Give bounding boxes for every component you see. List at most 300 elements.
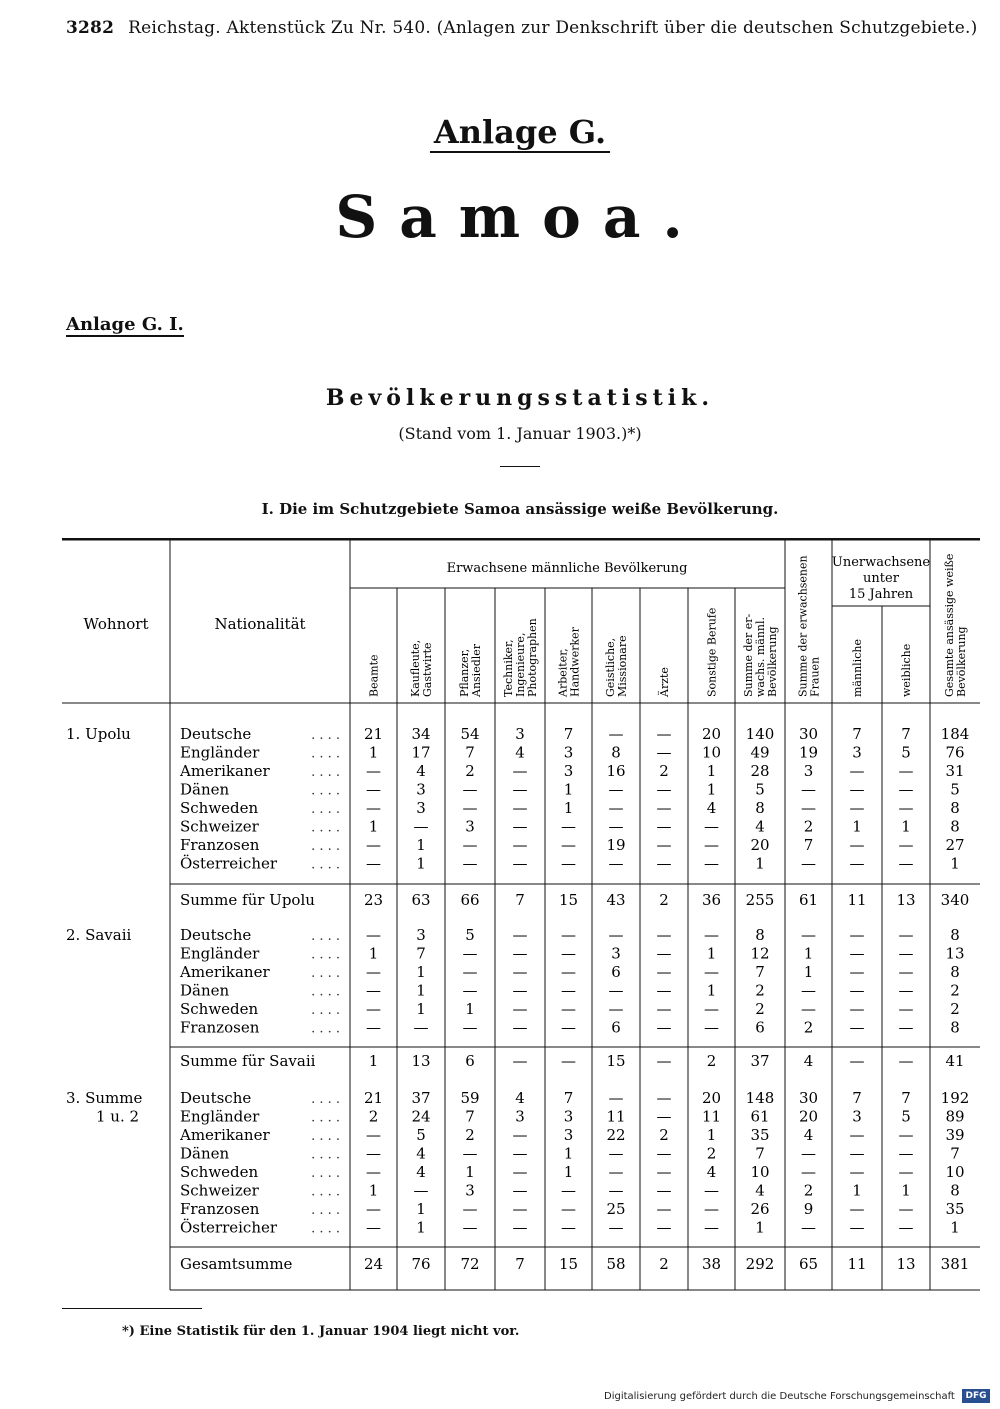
table-cell: — [898, 799, 914, 817]
table-cell: — [512, 780, 528, 799]
table-cell: — [608, 854, 624, 873]
table-cell: — [656, 817, 672, 836]
table-cell: 4 [416, 1144, 426, 1163]
table-cell: 1 [755, 1218, 765, 1237]
table-cell: 4 [706, 1163, 717, 1181]
table-cell: — [656, 944, 672, 963]
sum-cell: 2 [659, 1255, 669, 1273]
table-cell: 6 [611, 1018, 621, 1037]
table-cell: 1 [563, 799, 574, 817]
column-header: wachs. männl. [754, 616, 767, 697]
leader-dots: . . . . [311, 728, 340, 743]
sum-cell: 72 [460, 1255, 480, 1273]
table-cell: — [561, 1000, 576, 1018]
sum-cell: 2 [659, 891, 669, 909]
sum-cell: 13 [411, 1052, 431, 1070]
table-cell: 3 [416, 926, 426, 944]
place-label: 1 u. 2 [96, 1107, 140, 1126]
table-cell: — [849, 1200, 865, 1218]
table-cell: 1 [368, 1181, 379, 1200]
table-cell: — [366, 1000, 381, 1018]
table-cell: 1 [901, 817, 911, 836]
column-header: Beamte [367, 654, 381, 697]
leader-dots: . . . . [311, 1221, 340, 1237]
column-header: Ingenieure, [514, 632, 527, 697]
table-cell: 1 [563, 1163, 574, 1181]
column-header: Photographen [526, 618, 539, 697]
table-cell: — [704, 1218, 719, 1237]
sum-cell: 13 [896, 891, 916, 909]
table-cell: — [849, 1126, 865, 1144]
table-cell: 7 [465, 743, 475, 762]
table-cell: — [656, 743, 672, 762]
table-cell: 5 [465, 926, 475, 944]
table-cell: 1 [706, 762, 717, 780]
table-cell: 2 [659, 1126, 669, 1144]
leader-dots: . . . . [311, 1110, 340, 1126]
sum-cell: 61 [798, 891, 819, 909]
sum-cell: 15 [558, 891, 579, 909]
nationality-label: Österreicher [180, 854, 278, 873]
table-cell: 2 [755, 981, 765, 1000]
table-cell: 3 [416, 780, 426, 799]
table-cell: 7 [563, 725, 574, 743]
column-header: Ansiedler [470, 643, 483, 697]
leader-dots: . . . . [311, 1003, 340, 1018]
table-cell: — [413, 817, 429, 836]
table-cell: 1 [563, 780, 574, 799]
leader-dots: . . . . [311, 765, 340, 780]
table-cell: 1 [950, 1218, 960, 1237]
table-cell: — [849, 836, 865, 854]
table-cell: — [704, 1018, 719, 1037]
table-cell: — [512, 799, 528, 817]
column-header: Bevölkerung [766, 626, 779, 697]
table-cell: — [462, 1218, 478, 1237]
place-label: 1. Upolu [66, 725, 131, 743]
table-cell: 3 [515, 725, 525, 743]
table-cell: 26 [750, 1200, 770, 1218]
table-cell: 8 [950, 817, 960, 836]
table-cell: — [704, 926, 719, 944]
column-header: weibliche [900, 643, 913, 697]
table-cell: — [656, 926, 672, 944]
table-cell: 25 [606, 1200, 626, 1218]
header-group-minors: Unerwachsene [831, 555, 931, 570]
sum-cell: 24 [363, 1255, 384, 1273]
table-cell: — [849, 1000, 865, 1018]
table-cell: — [608, 1144, 624, 1163]
table-cell: 2 [950, 981, 960, 1000]
table-cell: 1 [706, 944, 717, 963]
table-cell: — [704, 854, 719, 873]
table-cell: 1 [803, 944, 814, 963]
table-cell: 5 [901, 743, 911, 762]
sum-cell: 76 [411, 1255, 431, 1273]
table-cell: — [608, 817, 624, 836]
statistics-subtitle: (Stand vom 1. Januar 1903.)*) [398, 424, 642, 443]
sum-cell: — [898, 1052, 914, 1070]
table-cell: — [849, 963, 865, 981]
table-cell: 13 [945, 944, 965, 963]
table-cell: — [849, 1163, 865, 1181]
nationality-label: Österreicher [180, 1218, 278, 1237]
table-cell: — [704, 1000, 719, 1018]
leader-dots: . . . . [311, 857, 340, 873]
table-cell: 1 [416, 981, 426, 1000]
table-cell: 184 [940, 725, 970, 743]
table-cell: 1 [368, 743, 379, 762]
leader-dots: . . . . [311, 1092, 340, 1107]
table-cell: — [512, 1144, 528, 1163]
header-group-minors: unter [863, 571, 899, 586]
nationality-label: Amerikaner [180, 963, 270, 981]
leader-dots: . . . . [311, 746, 340, 762]
table-cell: 28 [750, 762, 770, 780]
nationality-label: Schweizer [180, 817, 259, 836]
sum-cell: 2 [706, 1052, 717, 1070]
table-cell: 1 [416, 1000, 426, 1018]
table-cell: — [366, 799, 381, 817]
table-cell: — [898, 1126, 914, 1144]
table-cell: 3 [803, 762, 814, 780]
table-cell: 21 [363, 1089, 384, 1107]
table-cell: — [608, 981, 624, 1000]
table-cell: — [366, 926, 381, 944]
table-cell: — [366, 1018, 381, 1037]
table-cell: 1 [368, 817, 379, 836]
table-cell: 3 [465, 817, 475, 836]
table-cell: 1 [706, 780, 717, 799]
table-cell: — [898, 1000, 914, 1018]
table-cell: 6 [611, 963, 621, 981]
table-cell: 59 [460, 1089, 480, 1107]
table-cell: 7 [563, 1089, 574, 1107]
table-cell: — [656, 1089, 672, 1107]
table-cell: 4 [416, 1163, 426, 1181]
table-cell: 7 [852, 1089, 862, 1107]
table-cell: — [898, 762, 914, 780]
table-cell: 8 [950, 1181, 960, 1200]
table-cell: — [849, 1144, 865, 1163]
leader-dots: . . . . [311, 1129, 340, 1144]
leader-dots: . . . . [311, 947, 340, 963]
table-cell: — [656, 1200, 672, 1218]
table-cell: 5 [755, 780, 765, 799]
table-cell: 7 [755, 963, 765, 981]
table-cell: 1 [416, 963, 426, 981]
table-cell: 2 [950, 1000, 960, 1018]
table-cell: 7 [465, 1107, 475, 1126]
sum-cell: 292 [745, 1255, 775, 1273]
table-cell: 30 [798, 1089, 819, 1107]
table-cell: — [608, 725, 624, 743]
table-cell: 3 [852, 743, 862, 762]
sum-cell: 65 [798, 1255, 819, 1273]
table-cell: — [462, 1144, 478, 1163]
statistics-title: Bevölkerungsstatistik. [325, 385, 715, 411]
table-cell: — [898, 1218, 914, 1237]
sum-cell: 11 [847, 1255, 867, 1273]
nationality-label: Dänen [180, 981, 230, 1000]
table-cell: — [801, 780, 816, 799]
table-cell: — [366, 854, 381, 873]
table-cell: 1 [416, 854, 426, 873]
column-header: Arbeiter, [556, 648, 570, 697]
nationality-label: Schweden [180, 1163, 259, 1181]
table-cell: — [656, 1107, 672, 1126]
table-cell: — [898, 1144, 914, 1163]
nationality-label: Deutsche [180, 1089, 252, 1107]
table-cell: 1 [563, 1144, 574, 1163]
table-cell: 9 [803, 1200, 814, 1218]
table-cell: 54 [460, 725, 480, 743]
table-cell: 22 [606, 1126, 626, 1144]
nationality-label: Franzosen [180, 1018, 260, 1037]
table-cell: — [849, 926, 865, 944]
nationality-label: Schweden [180, 1000, 259, 1018]
sum-cell: 7 [515, 891, 525, 909]
table-cell: — [561, 817, 576, 836]
table-cell: 21 [363, 725, 384, 743]
table-cell: 12 [750, 944, 770, 963]
running-head-text: Reichstag. Aktenstück Zu Nr. 540. (Anlagen zur Denkschrift über die deutschen Schutzgebiete.) [128, 18, 978, 38]
table-cell: — [561, 963, 576, 981]
table-cell: 1 [416, 1218, 426, 1237]
table-cell: — [849, 854, 865, 873]
table-cell: — [512, 1181, 528, 1200]
table-cell: — [366, 1163, 381, 1181]
table-cell: 4 [706, 799, 717, 817]
table-cell: — [801, 1218, 816, 1237]
table-cell: 5 [950, 780, 960, 799]
table-cell: — [704, 1200, 719, 1218]
sum-label: Summe für Savaii [180, 1052, 316, 1070]
table-cell: — [801, 854, 816, 873]
anlage-title-text: Anlage G. [430, 113, 610, 153]
column-header: Kaufleute, [409, 639, 422, 697]
table-cell: — [462, 1200, 478, 1218]
table-cell: 35 [750, 1126, 770, 1144]
sum-cell: 15 [558, 1255, 579, 1273]
table-cell: — [366, 836, 381, 854]
column-header: Gastwirte [421, 642, 434, 697]
sum-cell: 66 [460, 891, 480, 909]
sum-cell: 1 [368, 1052, 379, 1070]
table-cell: — [366, 1126, 381, 1144]
table-cell: — [704, 836, 719, 854]
table-cell: 1 [368, 944, 379, 963]
table-cell: — [462, 780, 478, 799]
table-cell: — [898, 944, 914, 963]
table-cell: — [849, 1218, 865, 1237]
table-cell: 37 [411, 1089, 431, 1107]
sum-cell: 15 [606, 1052, 626, 1070]
nationality-label: Franzosen [180, 1200, 260, 1218]
table-cell: 7 [416, 944, 426, 963]
table-cell: 7 [755, 1144, 765, 1163]
table-cell: — [898, 981, 914, 1000]
table-cell: — [462, 944, 478, 963]
table-cell: — [656, 780, 672, 799]
header-group-minors: 15 Jahren [848, 587, 914, 602]
table-cell: 8 [611, 743, 621, 762]
column-header: Sonstige Berufe [705, 607, 719, 697]
sub-anlage-heading: Anlage G. I. [66, 314, 184, 335]
sum-cell: 41 [945, 1052, 965, 1070]
table-cell: — [704, 1181, 719, 1200]
table-cell: — [849, 780, 865, 799]
table-cell: — [512, 762, 528, 780]
sum-cell: 43 [606, 891, 626, 909]
table-cell: — [849, 1018, 865, 1037]
table-cell: — [801, 1144, 816, 1163]
table-cell: — [462, 836, 478, 854]
nationality-label: Amerikaner [180, 1126, 270, 1144]
sum-cell: 4 [803, 1052, 814, 1070]
sum-cell: 37 [750, 1052, 770, 1070]
sum-cell: 23 [363, 891, 384, 909]
table-cell: 8 [950, 1018, 960, 1037]
table-cell: 1 [706, 981, 717, 1000]
leader-dots: . . . . [311, 783, 340, 799]
samoa-title: Samoa. [335, 183, 705, 251]
table-cell: — [512, 1000, 528, 1018]
header-group-male: Erwachsene männliche Bevölkerung [446, 561, 688, 576]
table-cell: — [512, 1200, 528, 1218]
section-title: I. Die im Schutzgebiete Samoa ansässige weiße Bevölkerung. [261, 500, 779, 518]
table-cell: — [656, 1018, 672, 1037]
table-cell: — [704, 817, 719, 836]
table-cell: 11 [606, 1107, 626, 1126]
table-cell: 19 [606, 836, 626, 854]
table-cell: — [561, 854, 576, 873]
nationality-label: Schweizer [180, 1181, 259, 1200]
table-cell: 3 [416, 799, 426, 817]
table-cell: — [366, 780, 381, 799]
table-cell: 19 [798, 743, 819, 762]
table-cell: 2 [368, 1107, 379, 1126]
table-cell: 1 [901, 1181, 911, 1200]
table-cell: 2 [803, 817, 814, 836]
table-cell: 8 [950, 926, 960, 944]
nationality-label: Dänen [180, 1144, 230, 1163]
table-cell: — [366, 1218, 381, 1237]
table-cell: 4 [755, 1181, 765, 1200]
table-cell: — [462, 854, 478, 873]
table-cell: — [512, 854, 528, 873]
nationality-label: Franzosen [180, 836, 260, 854]
nationality-label: Amerikaner [180, 762, 270, 780]
table-cell: 17 [411, 743, 431, 762]
table-cell: 4 [803, 1126, 814, 1144]
table-cell: 1 [803, 963, 814, 981]
leader-dots: . . . . [311, 1166, 340, 1181]
sum-cell: — [849, 1052, 865, 1070]
table-cell: 5 [416, 1126, 426, 1144]
table-cell: — [561, 981, 576, 1000]
table-cell: 20 [750, 836, 770, 854]
column-header: Ärzte [658, 667, 671, 697]
table-cell: 3 [852, 1107, 862, 1126]
nationality-label: Engländer [180, 743, 260, 762]
table-cell: 10 [701, 743, 722, 762]
table-cell: 34 [411, 725, 431, 743]
table-cell: — [801, 799, 816, 817]
leader-dots: . . . . [311, 966, 340, 981]
table-cell: — [366, 963, 381, 981]
footnote-rule [62, 1308, 202, 1309]
table-cell: 1 [950, 854, 960, 873]
table-cell: 16 [606, 762, 626, 780]
place-label: 2. Savaii [66, 926, 132, 944]
table-cell: 3 [515, 1107, 525, 1126]
table-cell: — [898, 836, 914, 854]
table-cell: 3 [465, 1181, 475, 1200]
table-cell: — [656, 854, 672, 873]
table-cell: 10 [945, 1163, 965, 1181]
table-cell: 24 [411, 1107, 431, 1126]
leader-dots: . . . . [311, 1203, 340, 1218]
table-cell: 10 [750, 1163, 770, 1181]
table-cell: — [656, 1218, 672, 1237]
footnote: *) Eine Statistik für den 1. Januar 1904 liegt nicht vor. [122, 1324, 520, 1339]
nationality-label: Schweden [180, 799, 259, 817]
table-cell: — [656, 799, 672, 817]
table-cell: — [561, 836, 576, 854]
place-label: 3. Summe [66, 1089, 143, 1107]
table-cell: 7 [901, 1089, 911, 1107]
table-cell: 7 [950, 1144, 960, 1163]
table-cell: — [561, 1181, 576, 1200]
column-header: Geistliche, [604, 637, 617, 697]
digitization-note: Digitalisierung gefördert durch die Deutsche Forschungsgemeinschaft [604, 1391, 955, 1402]
table-cell: 3 [611, 944, 621, 963]
table-cell: 1 [416, 1200, 426, 1218]
table-cell: — [898, 926, 914, 944]
table-cell: — [704, 963, 719, 981]
table-cell: 2 [755, 1000, 765, 1018]
table-cell: 61 [750, 1107, 770, 1126]
table-cell: — [413, 1181, 429, 1200]
table-cell: 2 [659, 762, 669, 780]
table-cell: 2 [465, 1126, 475, 1144]
table-cell: — [512, 836, 528, 854]
nationality-label: Deutsche [180, 725, 252, 743]
table-cell: — [608, 799, 624, 817]
page-number: 3282 [66, 18, 115, 38]
table-cell: 89 [945, 1107, 965, 1126]
table-cell: 148 [745, 1089, 775, 1107]
table-cell: 2 [803, 1181, 814, 1200]
nationality-label: Engländer [180, 1107, 260, 1126]
table-cell: — [608, 1163, 624, 1181]
table-cell: 4 [515, 1089, 525, 1107]
table-cell: — [366, 762, 381, 780]
table-cell: 140 [745, 725, 775, 743]
table-cell: — [512, 1018, 528, 1037]
table-cell: — [898, 1163, 914, 1181]
table-cell: 1 [706, 1126, 717, 1144]
column-header: Summe der er- [742, 613, 755, 697]
table-cell: — [462, 799, 478, 817]
table-cell: 8 [755, 799, 765, 817]
table-cell: — [656, 1163, 672, 1181]
table-cell: — [608, 1218, 624, 1237]
sum-cell: — [656, 1052, 672, 1070]
table-cell: — [561, 944, 576, 963]
table-cell: 1 [852, 817, 862, 836]
